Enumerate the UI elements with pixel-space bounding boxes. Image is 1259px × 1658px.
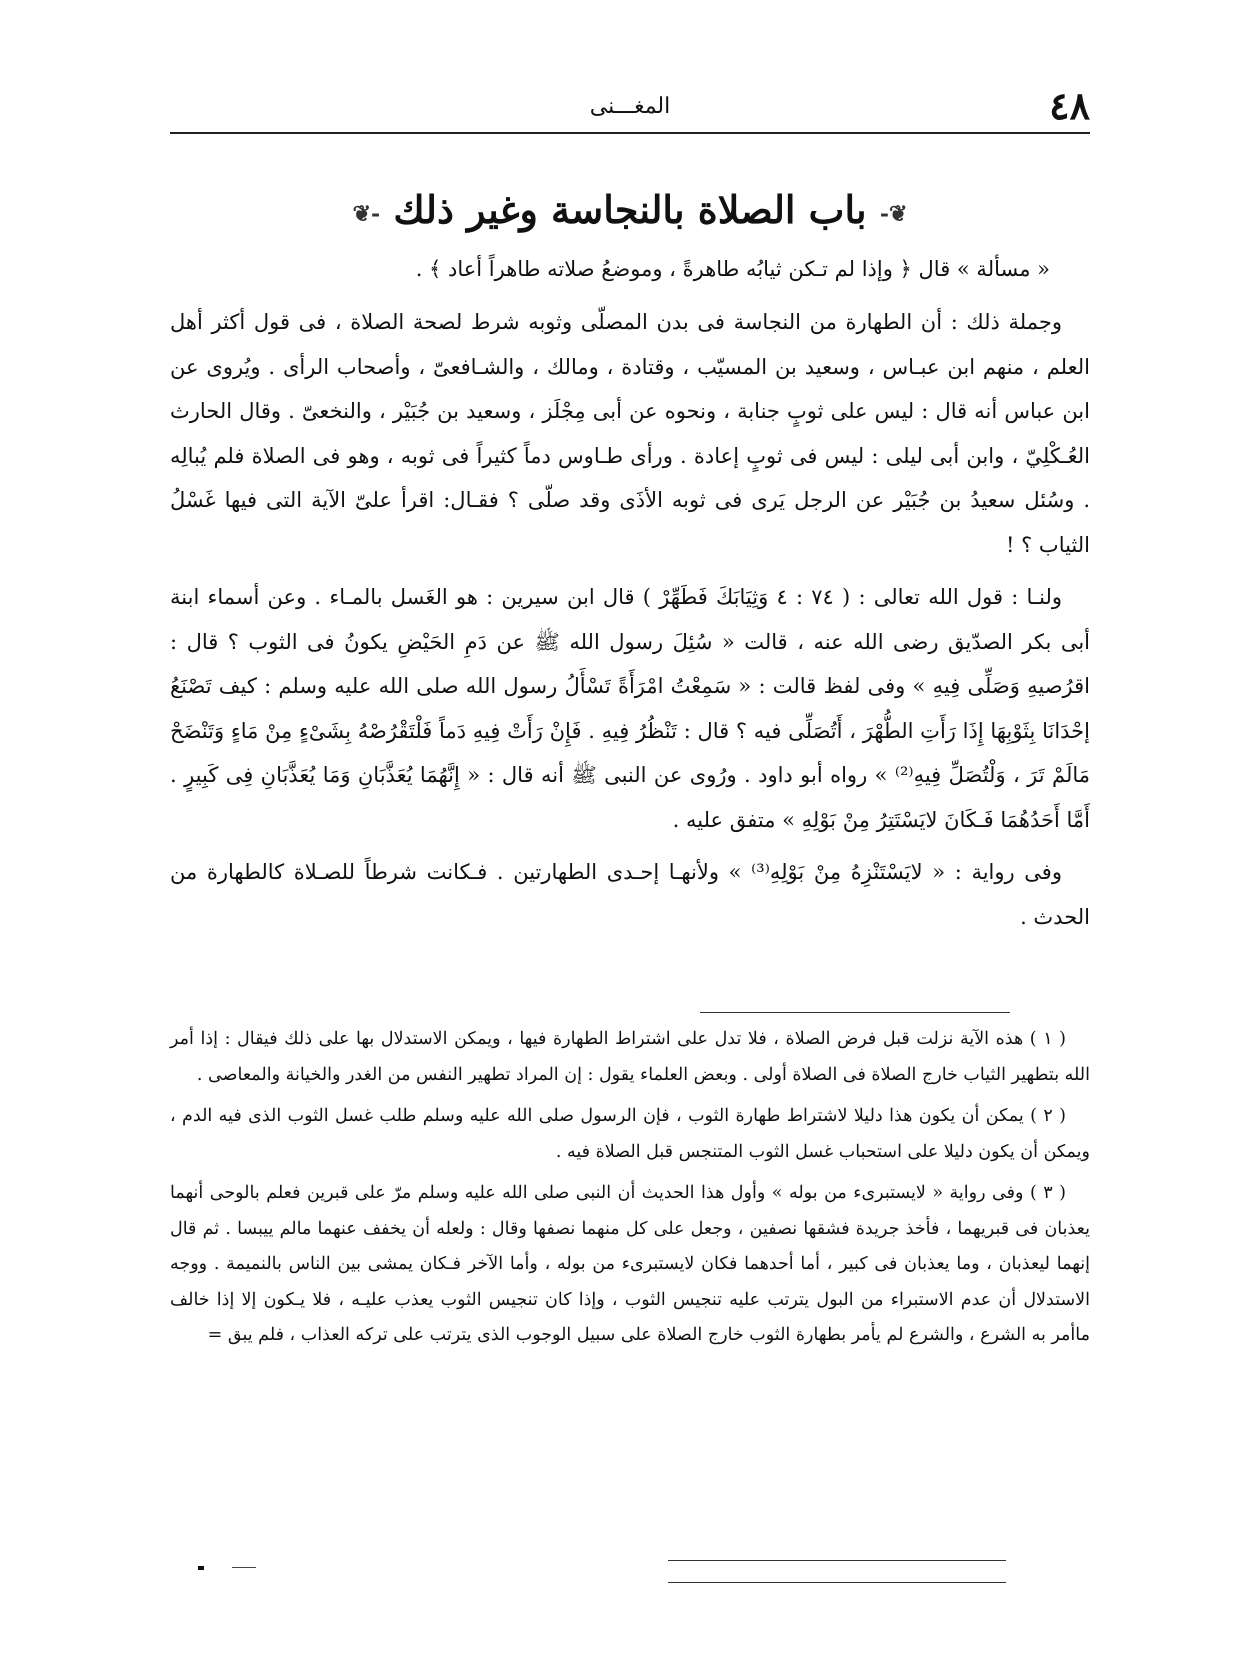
footnotes (170, 1022, 1090, 1354)
bottom-rule (668, 1582, 1006, 1583)
paragraph: وفى رواية : « لايَسْتَنْزِهُ مِنْ بَوْلِهِ⁽³⁾ » ولأنهـا إحـدى الطهارتين . فـكانت شرطاً للصـلاة كالطهارة من الحدث . (170, 860, 1090, 929)
footnote-3: ( ٣ ) وفى رواية « لايستبرىء من بوله » وأول هذا الحديث أن النبى صلى الله عليه وسلم مرّ على قبرين فعلم بالوحى أنهما يعذبان فى قبريهما ، فأخذ جريدة فشقها نصفين ، وجعل على كل منهما نصفها وقال : ولعله أن يخفف عنهما مالم ييبسا . ثم قال إنهما ليعذبان ، وما يعذبان فى كبير ، أما أحدهما فكان لايستبرىء من بوله ، وأما الآخر فـكان يمشى بين الناس بالنميمة . ووجه الاستدلال أن عدم الاستبراء من البول يترتب عليه تنجيس الثوب ، وإذا كان تنجيس الثوب يعذب عليـه ، فلا يـكون إلا إذا خالف ماأمر به الشرع ، والشرع لم يأمر بطهارة الثوب خارج الصلاة على سبيل الوجوب الذى يترتب على تركه العذاب ، فلم يبق = (170, 1183, 1090, 1345)
ornament-left-icon: -❦ (352, 200, 381, 227)
chapter-heading (170, 178, 1090, 242)
paragraph: ولنـا : قول الله تعالى : ( ٧٤ : ٤ وَثِيَابَكَ فَطَهِّرْ ) قال ابن سيرين : هو الغَسل بالمـاء . وعن أسماء ابنة أبى بكر الصدّيق رضى الله عنه ، قالت « سُئِلَ رسول الله ﷺ عن دَمِ الحَيْضِ يكونُ فى الثوب ؟ قال : اقرُصيهِ وَصَلِّى فِيهِ » وفى لفظ قالت : « سَمِعْتُ امْرَأَةً تَسْأَلُ رسول الله صلى الله عليه وسلم : كيف تَصْنَعُ إحْدَانَا بِثَوْبِهَا إِذَا رَأَتِ الطُّهْرَ ، أَتُصَلِّى فيه ؟ قال : تَنْظُرُ فِيهِ . فَإِنْ رَأَتْ فِيهِ دَماً فَلْتَقْرُصْهُ بِشَىْءٍ مِنْ مَاءٍ وَتَنْضَحْ مَالَمْ تَرَ ، وَلْتُصَلِّ فِيهِ⁽²⁾ » رواه أبو داود . ورُوى عن النبى ﷺ أنه قال : « إِنَّهُمَا يُعَذَّبَانِ وَمَا يُعَذَّبَانِ فِى كَبِيرٍ . أَمَّا أَحَدُهُمَا فَـكَانَ لايَسْتَتِرُ مِنْ بَوْلِهِ » متفق عليه . (170, 585, 1090, 832)
page-header (170, 84, 1090, 128)
header-rule (170, 132, 1090, 134)
footnote-separator (700, 1012, 1010, 1013)
bottom-rule (668, 1560, 1006, 1561)
paragraph: وجملة ذلك : أن الطهارة من النجاسة فى بدن المصلّى وثوبه شرط لصحة الصلاة ، فى قول أكثر أهل العلم ، منهم ابن عبـاس ، وسعيد بن المسيّب ، وقتادة ، ومالك ، والشـافعىّ ، وأصحاب الرأى . ويُروى عن ابن عباس أنه قال : ليس على ثوبٍ جنابة ، ونحوه عن أبى مِجْلَز ، وسعيد بن جُبَيْر ، والنخعىّ . وقال الحارث العُـكْلِيّ ، وابن أبى ليلى : ليس فى ثوبٍ إعادة . ورأى طـاوس دماً كثيراً فى ثوبه ، وهو فى الصلاة فلم يُبالِه . وسُئل سعيدُ بن جُبَيْر عن الرجل يَرى فى ثوبه الأذَى وقد صلّى ؟ فقـال: اقرأ علىّ الآية التى فيها غَسْلُ الثياب ؟ ! (170, 310, 1090, 557)
footnote-1: ( ١ ) هذه الآية نزلت قبل فرض الصلاة ، فلا تدل على اشتراط الطهارة فيها ، ويمكن الاستدلال بها على ذلك فيقال : إذا أمر الله بتطهير الثياب خارج الصلاة فى الصلاة أولى . وبعض العلماء يقول : إن المراد تطهير النفس من الغدر والخيانة والمعاصى . (170, 1029, 1090, 1085)
issue-statement: « مسألة » قال ﴿ وإذا لم تـكن ثيابُه طاهرةً ، وموضعُ صلاته طاهراً أعاد ﴾ . (415, 257, 1050, 281)
main-text (170, 300, 1090, 939)
print-mark (198, 1566, 204, 1570)
chapter-title: باب الصلاة بالنجاسة وغير ذلك (393, 187, 867, 232)
footnote-2: ( ٢ ) يمكن أن يكون هذا دليلا لاشتراط طهارة الثوب ، فإن الرسول صلى الله عليه وسلم طلب غسل الثوب الذى فيه الدم ، ويمكن أن يكون دليلا على استحباب غسل الثوب المتنجس قبل الصلاة فيه . (170, 1106, 1090, 1162)
running-title: المغـــنى (589, 94, 671, 119)
ornament-right-icon: ❦- (879, 200, 908, 227)
page-number: ٤٨ (1049, 83, 1090, 128)
print-mark (232, 1567, 256, 1568)
